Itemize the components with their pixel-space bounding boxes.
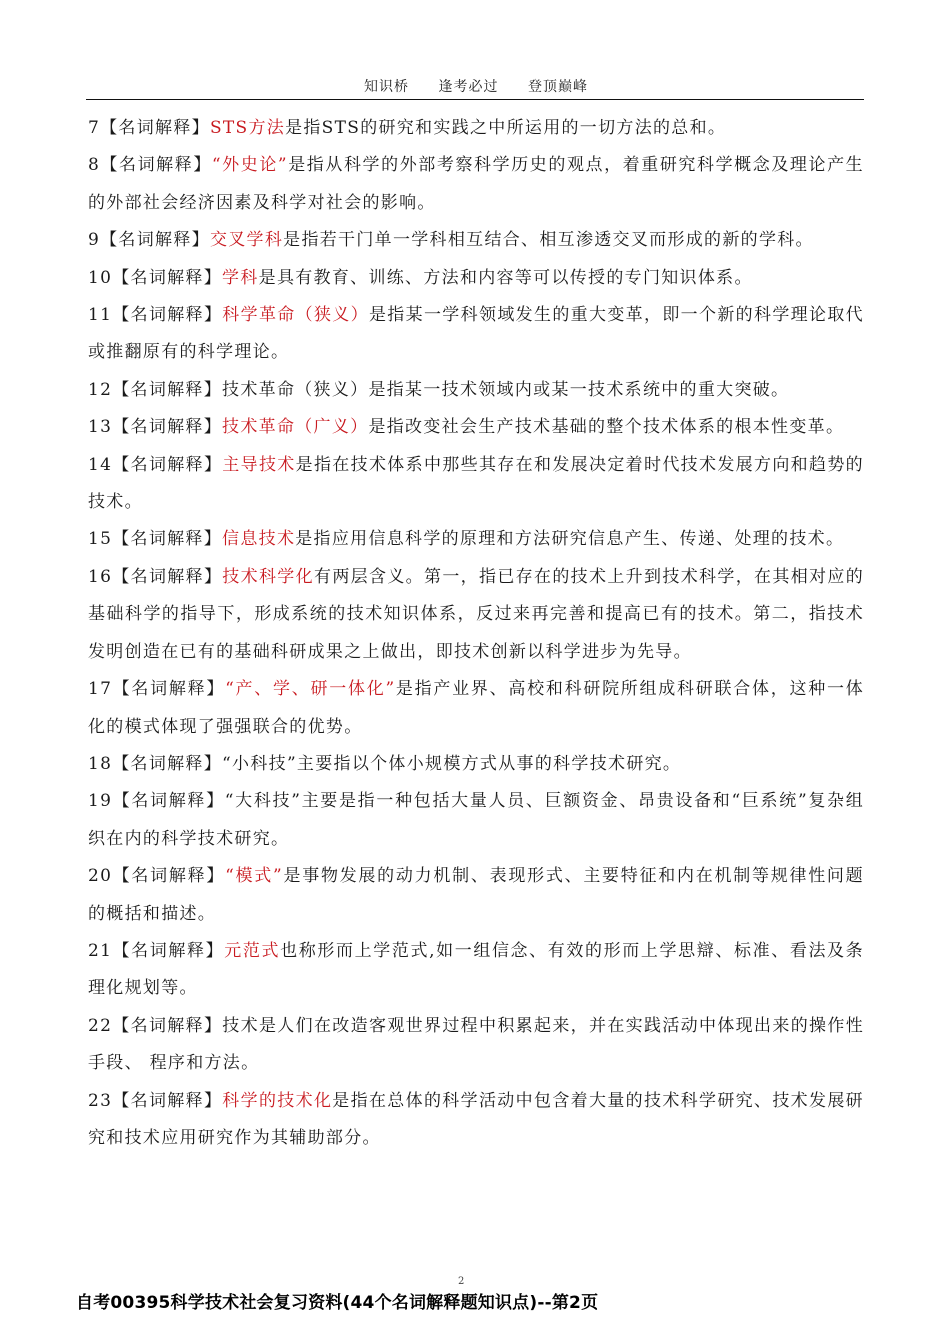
definition-entry-16 <box>88 559 864 671</box>
entry-term: 信息技术 <box>222 529 296 550</box>
definition-entry-10 <box>88 260 864 297</box>
entry-text: 是指产业界、高校和科研院所组成科研联合体，这种一体化的模式体现了强强联合的优势。 <box>88 679 864 737</box>
entry-text: 有两层含义。第一，指已存在的技术上升到技术科学，在其相对应的基础科学的指导下，形成系统的技术知识体系，反过来再完善和提高已有的技术。第二，指技术发明创造在已有的基础科研成果之上做出，即技术创新以科学进步为先导。 <box>88 566 865 662</box>
entry-text: 是指在总体的科学活动中包含着大量的技术科学研究、技术发展研究和技术应用研究作为其辅助部分。 <box>88 1090 864 1148</box>
entry-tag: 【名词解释】 <box>112 1090 223 1111</box>
entry-text: 是指某一学科领域发生的重大变革，即一个新的科学理论取代或推翻原有的科学理论。 <box>88 305 864 363</box>
entry-number: 13 <box>88 417 113 438</box>
definition-entry-11 <box>88 297 864 372</box>
entry-text: “大科技”主要是指一种包括大量人员、巨额资金、昂贵设备和“巨系统”复杂组织在内的科学技术研究。 <box>88 791 865 849</box>
definition-entry-19 <box>88 783 864 858</box>
entry-number: 17 <box>88 679 113 700</box>
entry-tag: 【名词解释】 <box>112 417 223 438</box>
entry-text: 是指应用信息科学的原理和方法研究信息产生、传递、处理的技术。 <box>295 529 845 550</box>
entry-tag: 【名词解释】 <box>112 753 223 774</box>
entry-number: 8 <box>88 155 101 176</box>
entry-text: 也称形而上学范式,如一组信念、有效的形而上学思辯、标准、看法及条理化规划等。 <box>88 940 864 999</box>
entry-number: 21 <box>88 940 113 961</box>
entry-text: 是指改变社会生产技术基础的整个技术体系的根本性变革。 <box>368 417 845 438</box>
entry-tag: 【名词解释】 <box>100 118 210 138</box>
entry-number: 22 <box>88 1015 113 1036</box>
entry-term: STS方法 <box>209 118 286 138</box>
entry-term: 科学革命（狭义） <box>222 305 369 326</box>
entry-tag: 【名词解释】 <box>112 1015 223 1036</box>
entry-text: 是事物发展的动力机制、表现形式、主要特征和内在机制等规律性问题的概括和描述。 <box>88 866 864 924</box>
entry-number: 20 <box>88 866 113 887</box>
entry-tag: 【名词解释】 <box>112 566 223 587</box>
entry-term: 技术革命（广义） <box>222 417 369 438</box>
entry-text: 技术是人们在改造客观世界过程中积累起来，并在实践活动中体现出来的操作性手段、 程序和方法。 <box>88 1015 864 1074</box>
entry-number: 14 <box>88 454 113 475</box>
entry-number: 19 <box>88 791 113 812</box>
header-middle-text: 逢考必过 <box>438 79 499 95</box>
entry-tag: 【名词解释】 <box>112 679 226 700</box>
entry-tag: 【名词解释】 <box>100 230 210 251</box>
entry-term: 元范式 <box>224 940 281 961</box>
definition-entry-15 <box>88 521 864 558</box>
entry-number: 15 <box>88 529 113 550</box>
definition-entry-8 <box>88 147 864 222</box>
header-divider <box>86 99 864 100</box>
entry-text: 技术革命（狭义）是指某一技术领域内或某一技术系统中的重大突破。 <box>222 379 790 400</box>
entry-tag: 【名词解释】 <box>112 529 223 550</box>
entry-text: 是指从科学的外部考察科学历史的观点，着重研究科学概念及理论产生的外部社会经济因素及科学对社会的影响。 <box>88 155 864 213</box>
entry-term: “外史论” <box>211 155 288 176</box>
definition-entry-17 <box>88 671 864 746</box>
entry-term: 学科 <box>222 267 259 288</box>
definition-entry-14 <box>88 447 864 522</box>
entry-number: 23 <box>88 1090 113 1111</box>
entry-tag: 【名词解释】 <box>112 454 223 475</box>
entry-number: 9 <box>88 230 101 251</box>
header-right-text: 登顶巅峰 <box>527 79 588 95</box>
entry-number: 7 <box>88 118 101 138</box>
definition-entry-20 <box>88 858 864 933</box>
entry-text: 是具有教育、训练、方法和内容等可以传授的专门知识体系。 <box>258 267 753 288</box>
definition-list <box>88 110 864 1157</box>
definition-entry-7 <box>88 110 864 147</box>
entry-number: 18 <box>88 753 113 774</box>
entry-text: 是指若干门单一学科相互结合、相互渗透交叉而形成的新的学科。 <box>283 230 814 251</box>
definition-entry-9 <box>88 222 864 259</box>
definition-entry-22 <box>88 1008 864 1083</box>
entry-tag: 【名词解释】 <box>112 940 225 961</box>
entry-number: 12 <box>88 379 113 400</box>
entry-tag: 【名词解释】 <box>112 791 225 812</box>
entry-tag: 【名词解释】 <box>112 866 226 887</box>
entry-term: “模式” <box>225 866 284 887</box>
definition-entry-13 <box>88 409 864 446</box>
entry-text: 是指在技术体系中那些其存在和发展决定着时代技术发展方向和趋势的技术。 <box>88 454 864 513</box>
entry-tag: 【名词解释】 <box>100 155 212 176</box>
entry-text: “小科技”主要指以个体小规模方式从事的科学技术研究。 <box>222 753 682 774</box>
header-left-text: 知识桥 <box>364 79 410 95</box>
definition-entry-23 <box>88 1083 864 1158</box>
definition-entry-21 <box>88 933 864 1008</box>
entry-term: 主导技术 <box>222 454 296 475</box>
definition-entry-18 <box>88 746 864 783</box>
page-header <box>88 76 864 96</box>
entry-term: 交叉学科 <box>209 230 284 251</box>
entry-tag: 【名词解释】 <box>112 305 223 326</box>
entry-term: 科学的技术化 <box>222 1090 333 1111</box>
entry-tag: 【名词解释】 <box>112 379 223 400</box>
entry-number: 10 <box>88 267 113 288</box>
footer-title: 自考00395科学技术社会复习资料(44个名词解释题知识点)--第2页 <box>76 1293 599 1313</box>
entry-number: 16 <box>88 566 113 587</box>
page-number: 2 <box>458 1276 465 1287</box>
entry-tag: 【名词解释】 <box>112 267 223 288</box>
entry-term: 技术科学化 <box>222 566 314 587</box>
entry-text: 是指STS的研究和实践之中所运用的一切方法的总和。 <box>285 118 727 138</box>
entry-term: “产、学、研一体化” <box>225 679 396 700</box>
definition-entry-12 <box>88 372 864 409</box>
entry-number: 11 <box>88 305 113 326</box>
